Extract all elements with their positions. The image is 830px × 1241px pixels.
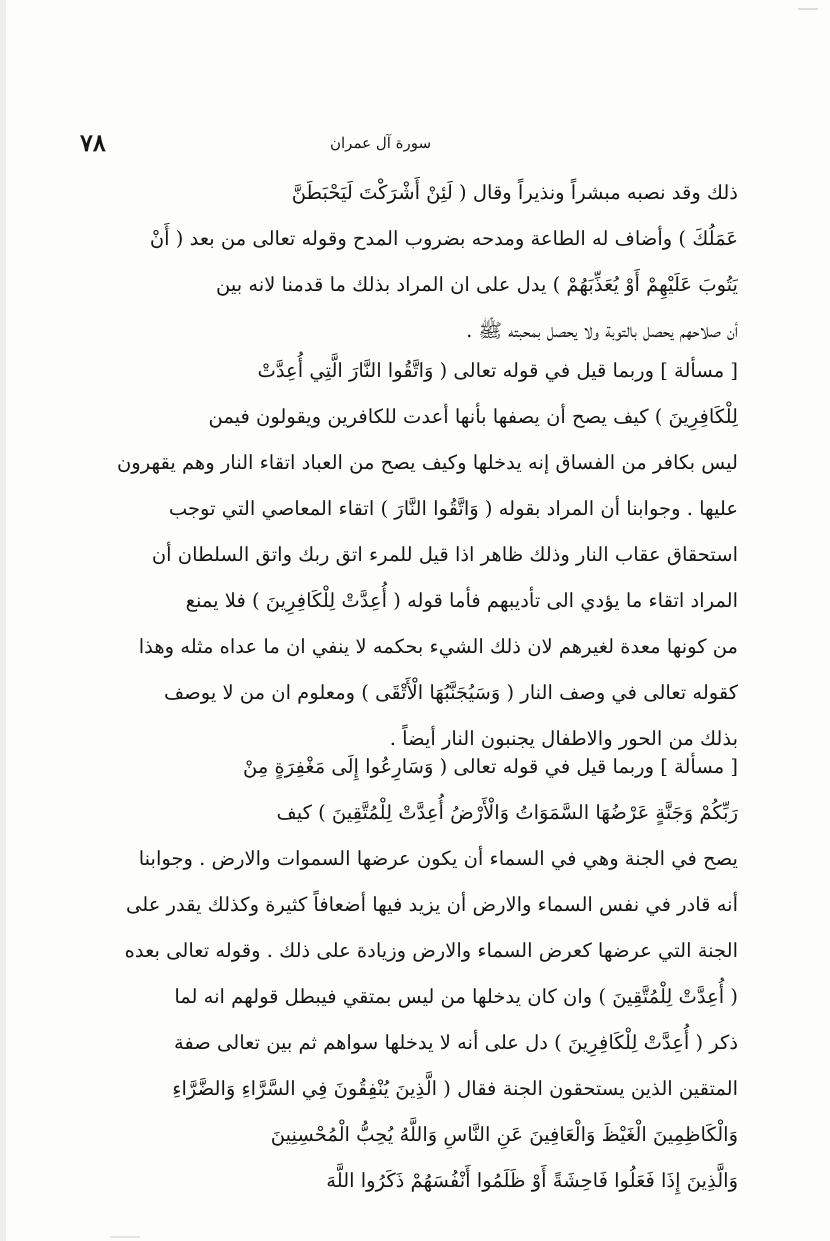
paragraph-3 bbox=[98, 744, 738, 1204]
text-line: المراد اتقاء ما يؤدي الى تأديبهم فأما قوله ( أُعِدَّتْ لِلْكَافِرِينَ ) فلا يمنع bbox=[185, 589, 738, 612]
text-line: ليس بكافر من الفساق إنه يدخلها وكيف يصح من العباد اتقاء النار وهم يقهرون bbox=[116, 451, 738, 474]
scan-mark bbox=[798, 8, 818, 10]
text-line: أنه قادر في نفس السماء والارض أن يزيد فيها أضعافاً كثيرة وكذلك يقدر على bbox=[126, 893, 738, 916]
text-line: الجنة التي عرضها كعرض السماء والارض وزيادة على ذلك . وقوله تعالى بعده bbox=[124, 939, 738, 962]
text-line: رَبِّكُمْ وَجَنَّةٍ عَرْضُهَا السَّمَوَاتُ وَالْأَرْضُ أُعِدَّتْ لِلْمُتَّقِينَ ) كيف bbox=[276, 801, 738, 824]
text-line: عليها . وجوابنا أن المراد بقوله ( وَاتَّقُوا النَّارَ ) اتقاء المعاصي التي توجب bbox=[168, 497, 738, 520]
scan-edge-shadow bbox=[0, 0, 6, 1241]
scan-mark bbox=[110, 1236, 140, 1238]
running-title: سورة آل عمران bbox=[330, 134, 432, 152]
text-line: بذلك من الحور والاطفال يجنبون النار أيضاً . bbox=[389, 727, 738, 750]
text-line: كقوله تعالى في وصف النار ( وَسَيُجَنَّبُهَا الْأَتْقَى ) ومعلوم ان من لا يوصف bbox=[164, 681, 738, 704]
text-line: ( أُعِدَّتْ لِلْمُتَّقِينَ ) وان كان يدخلها من ليس بمتقي فيبطل قولهم انه لما bbox=[174, 985, 738, 1008]
paragraph-2 bbox=[98, 348, 738, 762]
text-line: [ مسألة ] وربما قيل في قوله تعالى ( وَسَارِعُوا إِلَى مَغْفِرَةٍ مِنْ bbox=[242, 755, 738, 778]
text-line: يَتُوبَ عَلَيْهِمْ أَوْ يُعَذِّبَهُمْ ) يدل على ان المراد بذلك ما قدمنا لانه بين bbox=[216, 273, 738, 296]
text-line: يصح في الجنة وهي في السماء أن يكون عرضها السموات والارض . وجوابنا bbox=[138, 847, 738, 870]
page-header bbox=[80, 128, 740, 162]
text-line: لِلْكَافِرِينَ ) كيف يصح أن يصفها بأنها أعدت للكافرين ويقولون فيمن bbox=[208, 405, 738, 428]
text-line: ذكر ( أُعِدَّتْ لِلْكَافِرِينَ ) دل على أنه لا يدخلها سواهم ثم بين تعالى صفة bbox=[173, 1031, 738, 1054]
text-line: وَالَّذِينَ إِذَا فَعَلُوا فَاحِشَةً أَوْ ظَلَمُوا أَنْفُسَهُمْ ذَكَرُوا اللَّهَ bbox=[326, 1169, 738, 1192]
text-line: استحقاق عقاب النار وذلك ظاهر اذا قيل للمرء اتق ربك واتق السلطان أن bbox=[151, 543, 738, 566]
paragraph-1 bbox=[98, 170, 738, 354]
page-number: ٧٨ bbox=[80, 128, 106, 157]
text-line: [ مسألة ] وربما قيل في قوله تعالى ( وَاتَّقُوا النَّارَ الَّتِي أُعِدَّتْ bbox=[257, 359, 738, 382]
text-line: عَمَلُكَ ) وأضاف له الطاعة ومدحه بضروب المدح وقوله تعالى من بعد ( أَنْ bbox=[149, 227, 738, 250]
text-line: أن صلاحهم يحصل بالتوبة ولا يحصل بمحبته ﷺ . bbox=[466, 319, 738, 342]
text-line: ذلك وقد نصبه مبشراً ونذيراً وقال ( لَئِنْ أَشْرَكْتَ لَيَحْبَطَنَّ bbox=[291, 181, 738, 204]
text-line: من كونها معدة لغيرهم لان ذلك الشيء بحكمه لا ينفي ان ما عداه مثله وهذا bbox=[138, 635, 738, 658]
text-line: المتقين الذين يستحقون الجنة فقال ( الَّذِينَ يُنْفِقُونَ فِي السَّرَّاءِ وَالضَّرَّاءِ bbox=[172, 1077, 738, 1100]
text-line: وَالْكَاظِمِينَ الْغَيْظَ وَالْعَافِينَ عَنِ النَّاسِ وَاللَّهُ يُحِبُّ الْمُحْسِنِينَ bbox=[270, 1123, 738, 1146]
